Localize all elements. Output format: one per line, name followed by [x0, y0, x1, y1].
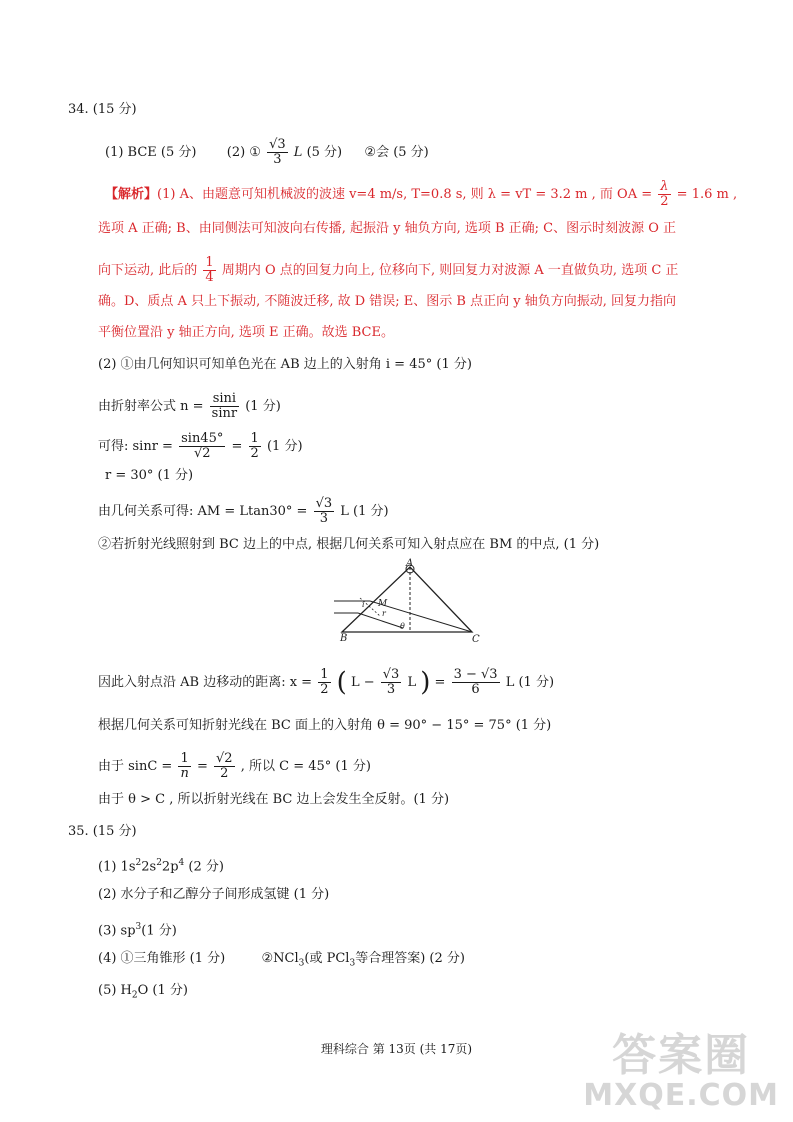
- part2-fraction-half: [249, 432, 261, 461]
- part2-line-6: ②若折射光线照射到 BC 边上的中点, 根据几何关系可知入射点应在 BM 的中点, (1 分): [98, 537, 600, 552]
- watermark-line-1: 答案圈: [612, 1030, 751, 1081]
- part2-fraction-sqrt2-2: [214, 752, 235, 781]
- analysis-line-3a: 向下运动, 此后的: [98, 263, 198, 278]
- frac-numerator: 1: [320, 667, 329, 682]
- part2-line-7: [98, 668, 554, 697]
- frac-numerator: 3 − √3: [453, 667, 498, 682]
- q35-a1-sup2: 2: [156, 858, 162, 868]
- q34-answer-fraction: [267, 138, 288, 167]
- part2-line-9-eq: =: [196, 759, 208, 774]
- part2-fraction-refraction: [210, 392, 239, 421]
- frac-numerator: sin45°: [181, 431, 224, 446]
- part2-line-7-paren-b: L: [407, 675, 417, 690]
- label-b: B: [340, 633, 348, 644]
- q34-answer-part2-score: (5 分): [306, 145, 343, 160]
- q34-answer-part1: (1) BCE (5 分): [105, 145, 197, 160]
- frac-numerator: 1: [205, 255, 214, 270]
- part2-line-3: [98, 432, 303, 461]
- part2-line-5-suffix: L (1 分): [340, 504, 389, 519]
- label-theta: θ: [400, 622, 405, 631]
- part2-line-2: [98, 392, 281, 421]
- part2-line-4: r = 30° (1 分): [105, 468, 194, 483]
- q35-answer-5: [98, 981, 188, 1006]
- q35-a3-sup: 3: [135, 922, 142, 932]
- q35-a1-mid2: 2p: [161, 859, 179, 875]
- q35-answer-2: (2) 水分子和乙醇分子间形成氢键 (1 分): [98, 887, 330, 902]
- part2-line-7-prefix: 因此入射点沿 AB 边移动的距离: x =: [98, 675, 313, 690]
- part2-fraction-half-2: [318, 668, 330, 697]
- q35-a4b-mid: (或 PCl: [304, 951, 350, 966]
- frac-numerator: sini: [210, 392, 239, 407]
- frac-numerator: √2: [216, 751, 233, 766]
- q35-a4b-sub2: 3: [349, 958, 356, 969]
- label-r: r: [382, 609, 386, 618]
- q35-answer-4: [98, 949, 465, 974]
- analysis-line-2: 选项 A 正确; B、由同侧法可知波向右传播, 起振沿 y 轴负方向, 选项 B 正确; C、图示时刻波源 O 正: [98, 221, 677, 236]
- part2-line-5: [98, 497, 389, 526]
- part2-line-3-eq: =: [231, 439, 243, 454]
- frac-denominator: 2: [250, 446, 259, 461]
- q35-a1-prefix: (1) 1s: [98, 859, 136, 875]
- analysis-fraction-quarter: [203, 256, 215, 285]
- part2-line-5-prefix: 由几何关系可得: AM = Ltan30° =: [98, 504, 308, 519]
- part2-line-9-suffix: , 所以 C = 45° (1 分): [240, 759, 371, 774]
- frac-denominator: 3: [273, 152, 282, 167]
- frac-numerator: √3: [382, 667, 400, 682]
- q35-answer-1: [98, 853, 224, 877]
- q35-a5-suffix: O (1 分): [137, 983, 188, 998]
- part2-fraction-result: [452, 668, 500, 697]
- part2-fraction-sin45: [179, 432, 225, 461]
- part2-line-9: [98, 752, 371, 781]
- prism-figure: [330, 558, 485, 644]
- analysis-line-1a: (1) A、由题意可知机械波的波速 v=4 m/s, T=0.8 s, 则 λ = vT = 3.2 m , 而 OA =: [157, 187, 653, 202]
- q34-header: 34. (15 分): [68, 102, 137, 117]
- frac-numerator: λ: [658, 180, 670, 195]
- q35-a1-mid1: 2s: [141, 859, 157, 875]
- q35-a4b-sub1: 3: [298, 958, 305, 969]
- part2-line-1: (2) ①由几何知识可知单色光在 AB 边上的入射角 i = 45° (1 分): [98, 357, 472, 372]
- analysis-line-1: [105, 180, 737, 209]
- frac-denominator: 3: [386, 682, 396, 697]
- q35-a4b-suffix: 等合理答案) (2 分): [355, 951, 465, 966]
- q35-a1-score: (2 分): [188, 859, 224, 875]
- q35-a3-prefix: (3) sp: [98, 923, 136, 939]
- label-a: A: [406, 558, 414, 569]
- part2-fraction-sqrt3-3b: [381, 668, 402, 697]
- frac-denominator: n: [180, 766, 189, 781]
- watermark: [583, 1032, 779, 1112]
- label-i: i: [362, 600, 365, 609]
- q35-answer-3: [98, 917, 177, 941]
- part2-line-7-eq: =: [434, 675, 446, 690]
- analysis-label: 【解析】: [105, 187, 158, 202]
- frac-numerator: √3: [315, 496, 333, 511]
- frac-numerator: 1: [250, 431, 259, 446]
- refracted-ray-2: [358, 613, 403, 628]
- q35-header: 35. (15 分): [68, 824, 137, 839]
- part2-line-3-prefix: 可得: sinr =: [98, 439, 173, 454]
- part2-line-7-paren-a: L −: [350, 675, 375, 690]
- label-c: C: [472, 634, 480, 644]
- frac-numerator: √3: [269, 137, 286, 152]
- part2-line-9-prefix: 由于 sinC =: [98, 759, 173, 774]
- q35-a4a: (4) ①三角锥形 (1 分): [98, 951, 226, 966]
- part2-line-10: 由于 θ > C , 所以折射光线在 BC 边上会发生全反射。(1 分): [98, 792, 450, 807]
- frac-denominator: 4: [205, 270, 214, 285]
- part2-line-3-score: (1 分): [266, 439, 303, 454]
- analysis-line-1b: = 1.6 m ,: [676, 187, 738, 202]
- analysis-line-3: [98, 256, 678, 285]
- part2-line-8: 根据几何关系可知折射光线在 BC 面上的入射角 θ = 90° − 15° = 75° (1 分): [98, 718, 552, 733]
- frac-denominator: sinr: [211, 406, 238, 421]
- analysis-fraction-lambda: [658, 180, 670, 209]
- q35-a5-sub: 2: [131, 990, 138, 1001]
- frac-denominator: 6: [471, 682, 480, 697]
- frac-denominator: 3: [319, 511, 328, 526]
- analysis-line-3b: 周期内 O 点的回复力向上, 位移向下, 则回复力对波源 A 一直做负功, 选项 C 正: [221, 263, 679, 278]
- part2-line-7-suffix: L (1 分): [505, 675, 555, 690]
- frac-numerator: 1: [178, 752, 190, 767]
- part2-line-2-score: (1 分): [245, 399, 281, 414]
- q34-answer-line: [105, 138, 429, 167]
- page-footer: 理科综合 第 13页 (共 17页): [320, 1042, 473, 1056]
- paren-close: ): [420, 667, 431, 698]
- q35-a5-prefix: (5) H: [98, 983, 132, 998]
- q35-a1-sup1: 2: [135, 858, 142, 868]
- part2-line-2-prefix: 由折射率公式 n =: [98, 399, 204, 414]
- paren-open: (: [336, 667, 347, 698]
- analysis-line-4: 确。D、质点 A 只上下振动, 不随波迁移, 故 D 错误; E、图示 B 点正向 y 轴负方向振动, 回复力指向: [98, 294, 676, 309]
- q34-answer-part2-prefix: (2) ①: [226, 145, 261, 160]
- frac-denominator: 2: [220, 766, 229, 781]
- part2-fraction-1n: [178, 752, 190, 781]
- frac-denominator: 2: [320, 682, 329, 697]
- part2-fraction-sqrt3-3: [314, 497, 335, 526]
- frac-denominator: √2: [193, 446, 211, 461]
- q35-a4b-prefix: ②NCl: [261, 951, 299, 966]
- label-m: M: [378, 599, 388, 609]
- watermark-line-2: MXQE.COM: [583, 1078, 779, 1113]
- q35-a3-score: (1 分): [141, 923, 177, 939]
- q34-answer-var: L: [293, 145, 303, 160]
- q34-answer-part2b: ②会 (5 分): [364, 145, 429, 160]
- q35-a1-sup3: 4: [178, 858, 185, 868]
- frac-denominator: 2: [660, 194, 669, 209]
- analysis-line-5: 平衡位置沿 y 轴正方向, 选项 E 正确。故选 BCE。: [98, 325, 394, 340]
